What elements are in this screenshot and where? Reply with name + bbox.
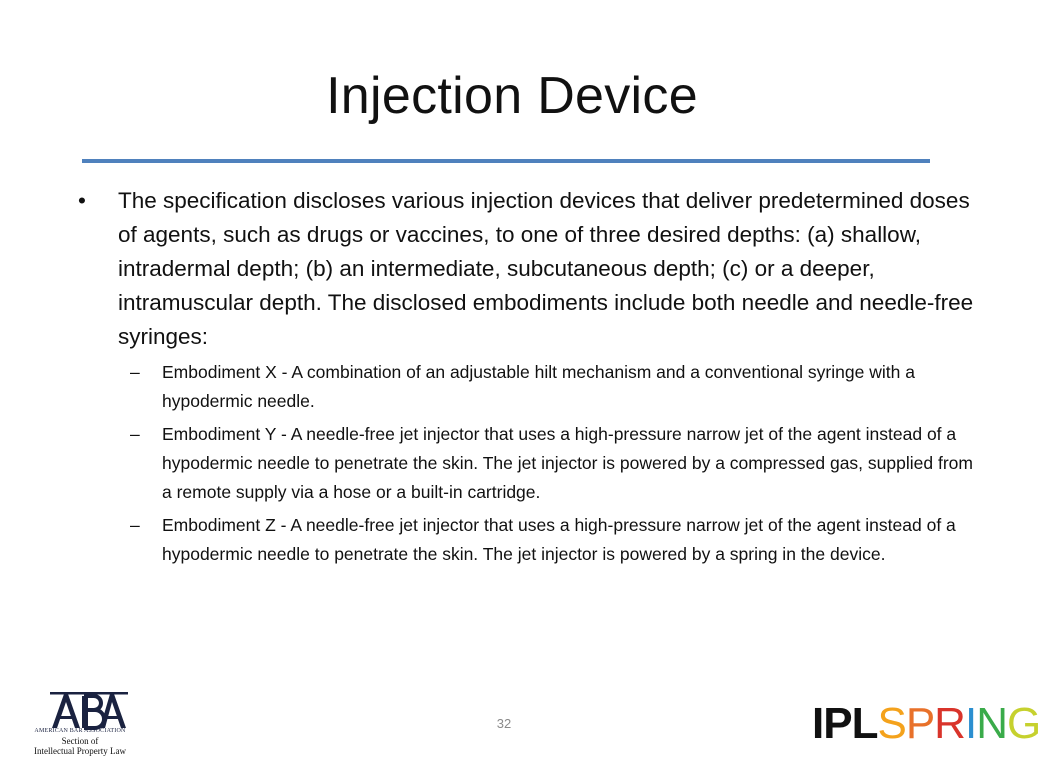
aba-section-label bbox=[30, 736, 130, 756]
spring-letter: R bbox=[934, 699, 965, 748]
sub-bullet-embodiment-z bbox=[78, 511, 978, 569]
sub-bullet-text: Embodiment Z - A needle-free jet injector that uses a high-pressure narrow jet of the agent instead of a hypodermic needle to penetrate the skin. The jet injector is powered by a spring in the device. bbox=[162, 515, 956, 564]
sub-bullet-marker: – bbox=[130, 515, 140, 535]
spring-letter: S bbox=[877, 699, 906, 748]
sub-bullet-text: Embodiment X - A combination of an adjustable hilt mechanism and a conventional syringe with a hypodermic needle. bbox=[162, 362, 915, 411]
page-number: 32 bbox=[496, 716, 512, 731]
sub-bullet-marker: – bbox=[130, 362, 140, 382]
main-bullet-text: The specification discloses various injection devices that deliver predetermined doses of agents, such as drugs or vaccines, to one of three desired depths: (a) shallow, intradermal depth; (b) an intermediate, subcutaneous depth; (c) or a deeper, intramuscular depth. The disclosed embodiments include both needle and needle-free syringes: bbox=[118, 188, 974, 349]
slide-title: Injection Device bbox=[326, 67, 698, 125]
spring-letter: I bbox=[964, 699, 977, 748]
aba-org-name: AMERICAN BAR ASSOCIATION bbox=[34, 728, 126, 734]
spring-letter: P bbox=[905, 699, 935, 748]
slide-content bbox=[78, 184, 978, 573]
aba-section-line-1: Section of bbox=[61, 736, 99, 746]
ipl-spring-logo bbox=[812, 700, 1040, 748]
aba-section-line-2: Intellectual Property Law bbox=[34, 746, 126, 756]
sub-bullet-list bbox=[78, 358, 978, 569]
sub-bullet-embodiment-x bbox=[78, 358, 978, 416]
spring-logo-text bbox=[877, 699, 1040, 748]
sub-bullet-marker: – bbox=[130, 424, 140, 444]
title-underline bbox=[82, 159, 930, 163]
ipl-logo-text: IPL bbox=[812, 699, 878, 748]
sub-bullet-text: Embodiment Y - A needle-free jet injector that uses a high-pressure narrow jet of the agent instead of a hypodermic needle to penetrate the skin. The jet injector is powered by a compressed gas, supplied from a remote supply via a hose or a built-in cartridge. bbox=[162, 424, 973, 502]
bullet-marker: • bbox=[78, 188, 86, 213]
main-bullet bbox=[78, 184, 978, 354]
spring-letter: G bbox=[1006, 699, 1040, 748]
spring-letter: N bbox=[976, 699, 1007, 748]
sub-bullet-embodiment-y bbox=[78, 420, 978, 507]
